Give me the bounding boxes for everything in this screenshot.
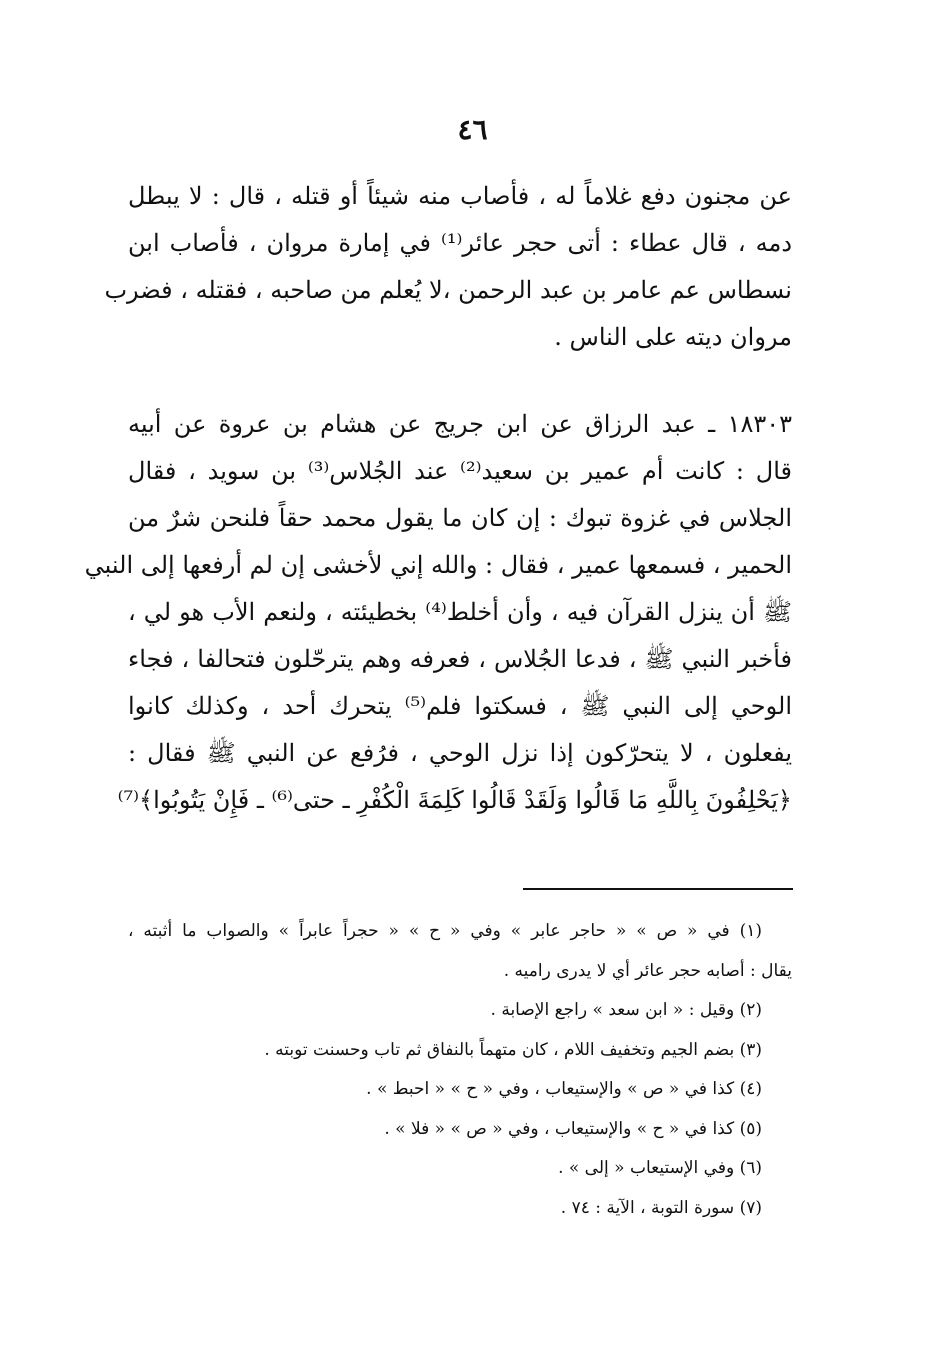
footnotes [128, 912, 792, 1228]
page-number: ٤٦ [457, 113, 488, 146]
text-line: مروان ديته على الناس . [554, 323, 792, 351]
paragraph-athar [104, 173, 793, 361]
text-line: ﷺ أن ينزل القرآن فيه ، وأن أخلط⁽⁴⁾ بخطيئته ، ولنعم الأب هو لي ، [128, 598, 793, 626]
text-line: الوحي إلى النبي ﷺ ، فسكتوا فلم⁽⁵⁾ يتحرك أحد ، وكذلك كانوا [128, 692, 792, 720]
quran-verse-line: ﴿يَحْلِفُونَ بِاللَّهِ مَا قَالُوا وَلَقَدْ قَالُوا كَلِمَةَ الْكُفْرِ ـ حتى⁽⁶⁾ ـ فَإِنْ يَتُوبُوا﴾⁽⁷⁾ [117, 786, 792, 814]
text-line: دمه ، قال عطاء : أتى حجر عائر⁽¹⁾ في إمارة مروان ، فأصاب ابن [128, 229, 793, 257]
footnote-6: (٦) وفي الإستيعاب « إلى » . [558, 1158, 762, 1178]
text-line: ١٨٣٠٣ ـ عبد الرزاق عن ابن جريج عن هشام بن عروة عن أبيه [128, 410, 792, 438]
text-line: فأخبر النبي ﷺ ، فدعا الجُلاس ، فعرفه وهم يترحّلون فتحالفا ، فجاء [128, 645, 792, 673]
footnote-5: (٥) كذا في « ح » والإستيعاب ، وفي « ص » « فلا » . [384, 1118, 762, 1139]
paragraph-hadith-18303 [84, 401, 793, 824]
text-line: يفعلون ، لا يتحرّكون إذا نزل الوحي ، فرُفع عن النبي ﷺ فقال : [128, 739, 792, 767]
footnote-1-continued: يقال : أصابه حجر عائر أي لا يدرى راميه . [503, 960, 792, 981]
footnote-2: (٢) وقيل : « ابن سعد » راجع الإصابة . [490, 1000, 762, 1020]
footnote-7: (٧) سورة التوبة ، الآية : ٧٤ . [560, 1197, 762, 1218]
main-text [84, 173, 793, 824]
text-line: قال : كانت أم عمير بن سعيد⁽²⁾ عند الجُلاس⁽³⁾ بن سويد ، فقال [128, 457, 792, 485]
footnote-1: (١) في « ص » « حاجر عابر » وفي « ح » « حجراً عابراً » والصواب ما أثبته ، [128, 921, 762, 941]
footnote-4: (٤) كذا في « ص » والإستيعاب ، وفي « ح » « احبط » . [366, 1079, 762, 1099]
text-line: عن مجنون دفع غلاماً له ، فأصاب منه شيئاً أو قتله ، قال : لا يبطل [128, 182, 792, 210]
text-line: نسطاس عم عامر بن عبد الرحمن ،لا يُعلم من صاحبه ، فقتله ، فضرب [104, 276, 792, 304]
footnote-divider [523, 888, 793, 890]
text-line: الجلاس في غزوة تبوك : إن كان ما يقول محمد حقاً فلنحن شرٌ من [128, 504, 792, 532]
footnote-3: (٣) بضم الجيم وتخفيف اللام ، كان متهماً بالنفاق ثم تاب وحسنت توبته . [264, 1039, 762, 1060]
text-line: الحمير ، فسمعها عمير ، فقال : والله إني لأخشى إن لم أرفعها إلى النبي [84, 551, 792, 579]
